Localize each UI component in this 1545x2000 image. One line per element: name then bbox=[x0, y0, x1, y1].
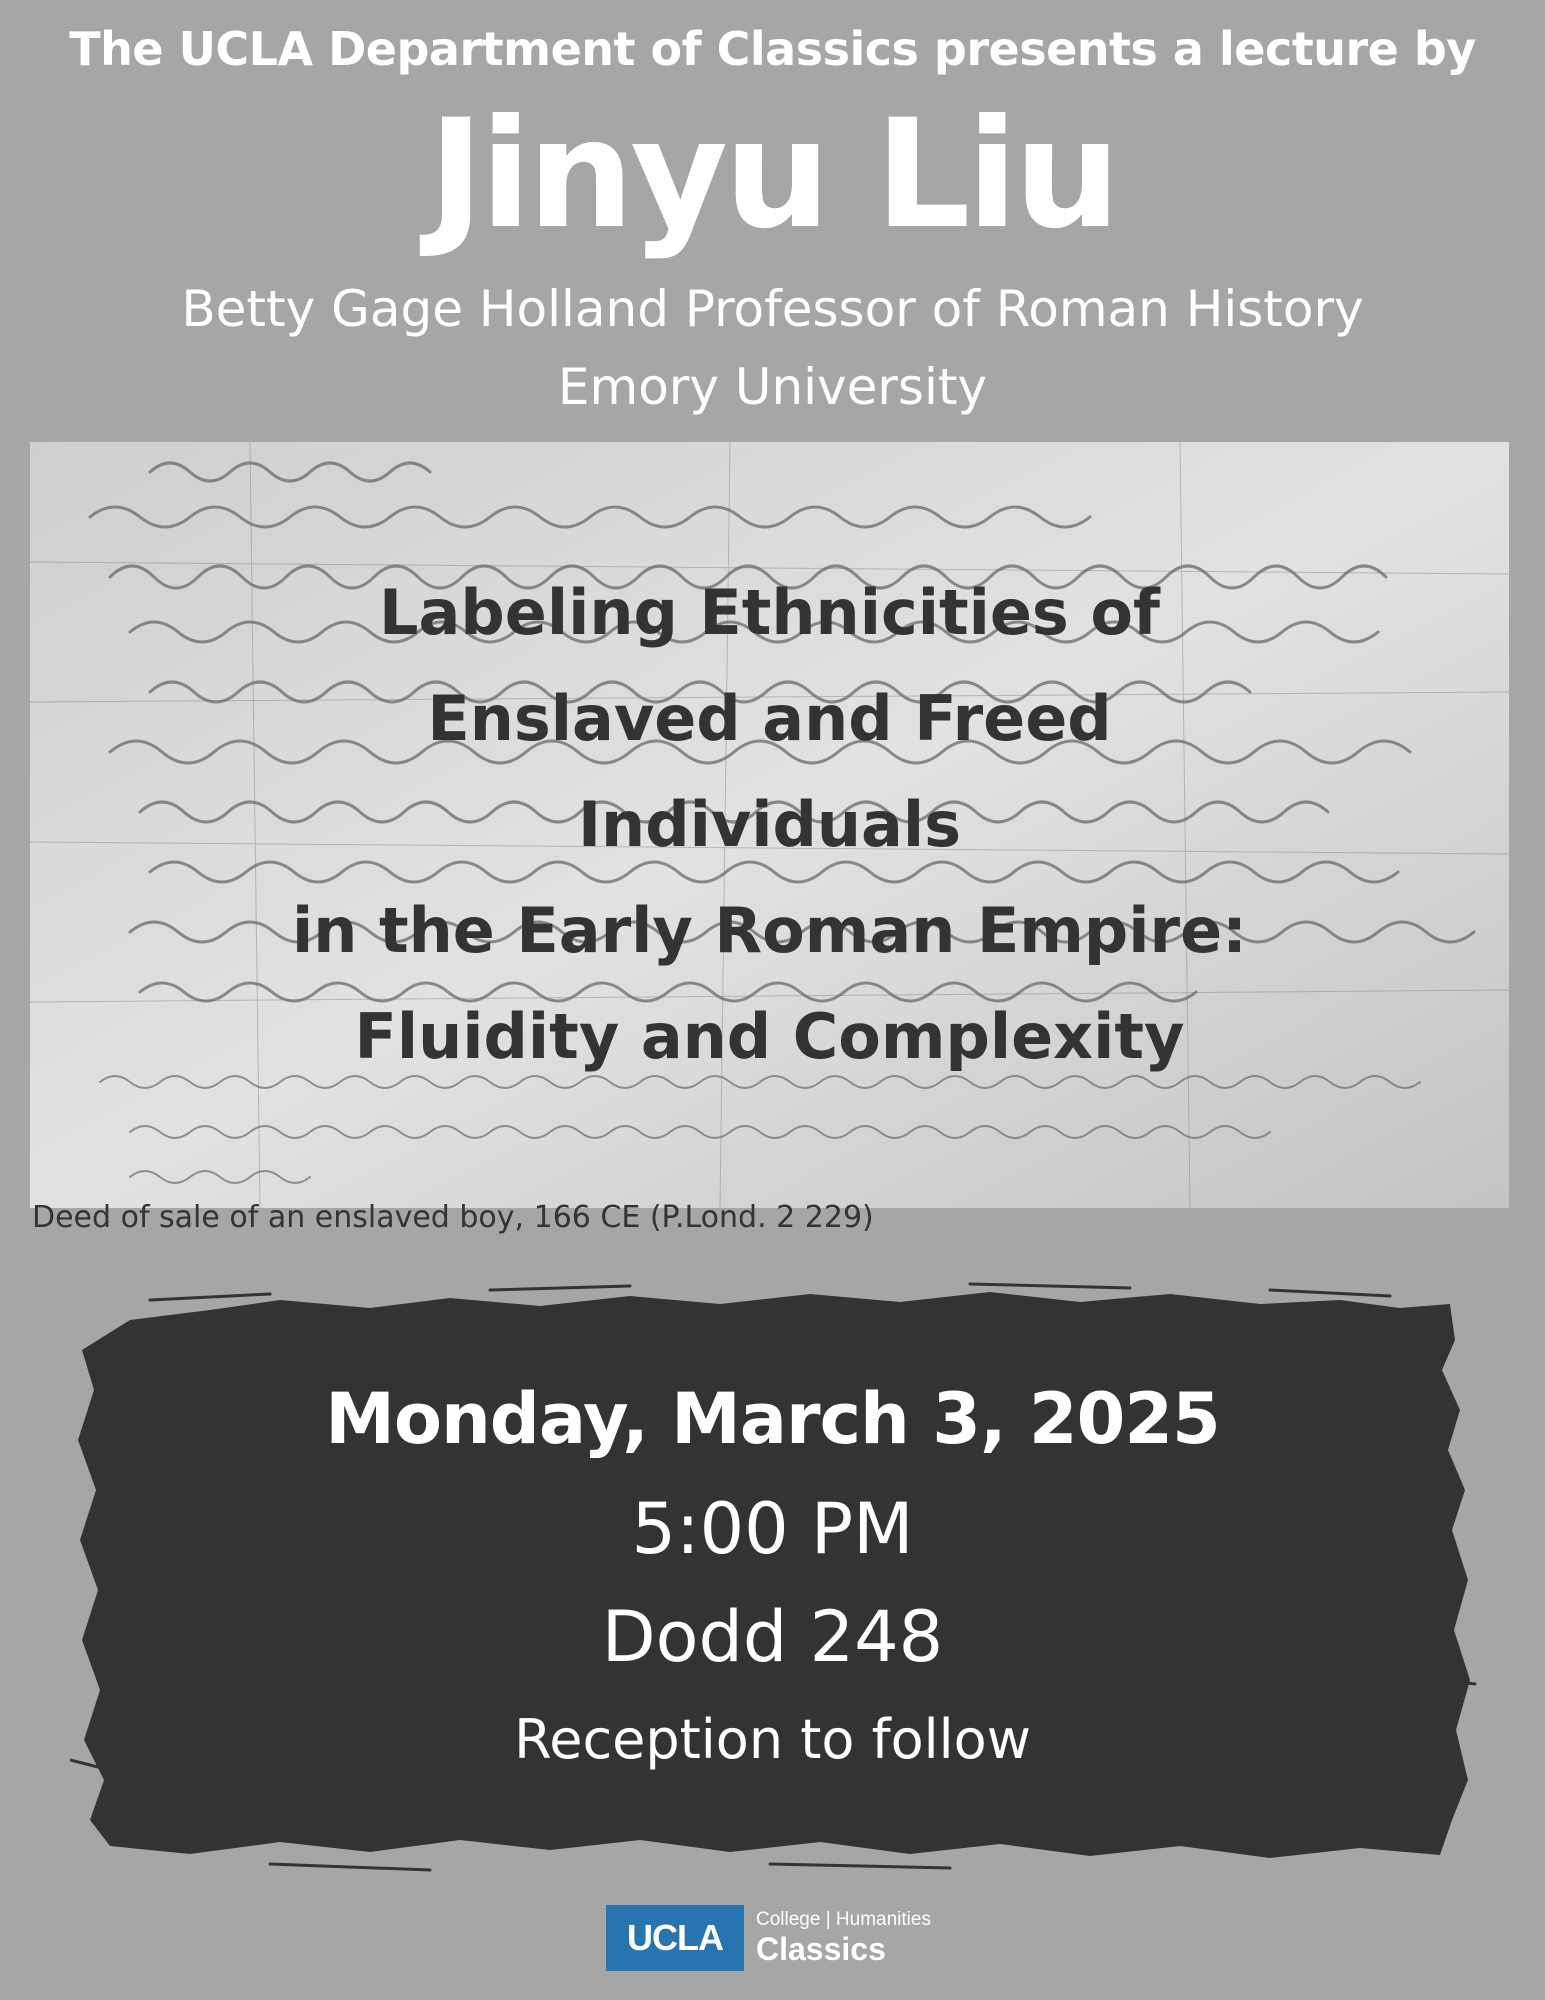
lecture-title bbox=[30, 560, 1509, 1090]
event-location: Dodd 248 bbox=[601, 1596, 944, 1678]
lecture-title-line: Individuals bbox=[577, 788, 962, 861]
image-caption: Deed of sale of an enslaved boy, 166 CE (P.Lond. 2 229) bbox=[32, 1200, 874, 1235]
event-time: 5:00 PM bbox=[631, 1488, 914, 1570]
speaker-university: Emory University bbox=[557, 358, 988, 416]
presenter-line: The UCLA Department of Classics presents a lecture by bbox=[69, 22, 1476, 76]
lecture-title-line: Enslaved and Freed bbox=[427, 682, 1112, 755]
logo-maintext: Classics bbox=[756, 1931, 886, 1967]
logo-subtext: College | Humanities bbox=[756, 1909, 931, 1930]
logo-text bbox=[756, 1909, 931, 1967]
lecture-title-line: in the Early Roman Empire: bbox=[292, 894, 1247, 967]
event-date: Monday, March 3, 2025 bbox=[325, 1378, 1220, 1460]
brush-stroke-background bbox=[70, 1280, 1480, 1880]
speaker-title: Betty Gage Holland Professor of Roman History bbox=[181, 280, 1364, 338]
lecture-title-line: Fluidity and Complexity bbox=[354, 1000, 1185, 1073]
event-note: Reception to follow bbox=[514, 1708, 1031, 1771]
speaker-name: Jinyu Liu bbox=[428, 88, 1117, 262]
ucla-classics-logo bbox=[606, 1905, 931, 1971]
ucla-logo-box: UCLA bbox=[606, 1905, 744, 1971]
lecture-title-line: Labeling Ethnicities of bbox=[379, 576, 1160, 649]
